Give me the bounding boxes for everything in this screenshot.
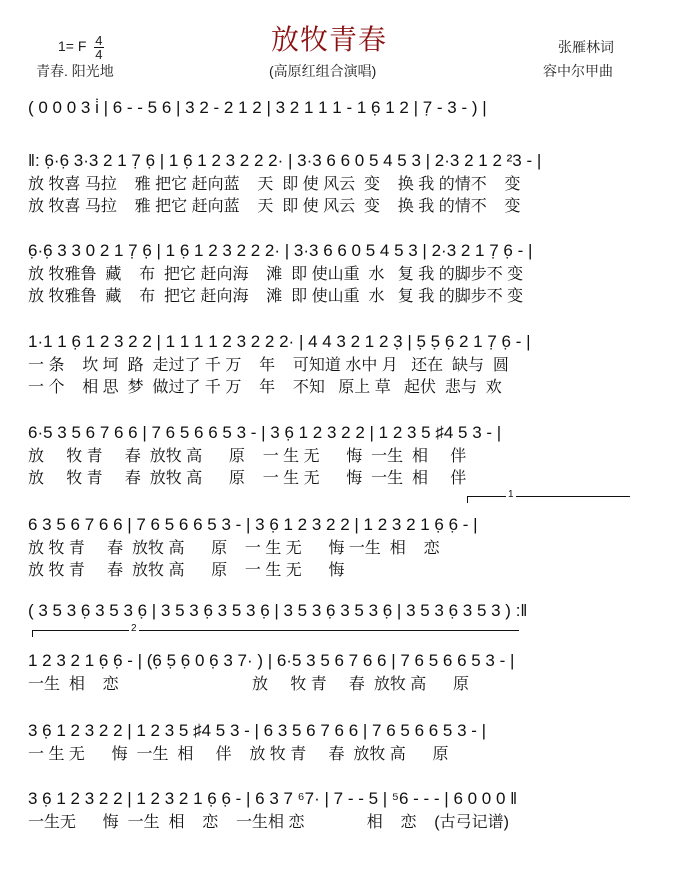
notation-row: ‖: 6̣·6̣ 3·3 2 1 7̣ 6̣ | 1 6̣ 1 2 3 2 2 2· | 3·3 6 6 0 5 4 5 3 | 2·3 2 1 2 ²3 - | (28, 151, 542, 170)
score-line-9 (28, 718, 658, 766)
time-bottom: 4 (95, 47, 103, 62)
notation-row: ( 0 0 0 3 i̇ | 6 - - 5 6 | 3 2 - 2 1 2 | 3 2 1 1 1 - 1 6̣ 1 2 | 7̣ - 3 - ) | (28, 98, 487, 117)
lyrics-verse-1: 一生无 悔 一生 相 恋 一生相 恋 相 恋 (古弓记谱) (28, 814, 509, 831)
time-signature (94, 34, 103, 61)
second-ending-bracket (32, 623, 519, 637)
score-line-2 (28, 148, 658, 218)
key-label: 1= F (58, 38, 87, 55)
notation-row: 1·1 1 6̣ 1 2 3 2 2 | 1 1 1 1 2 3 2 2 2· | 4 4 3 2 1 2 3̣ | 5̣ 5̣ 6̣ 2 1 7̣ 6̣ - | (28, 332, 531, 351)
performer-subtitle: (高原红组合演唱) (269, 63, 377, 79)
lyrics-verse-1: 放 牧雅鲁 藏 布 把它 赶向海 滩 即 使山重 水 复 我 的脚步不 变 (28, 266, 524, 283)
notation-row: 3 6̣ 1 2 3 2 2 | 1 2 3 2 1 6̣ 6̣ - | 6 3 7 ⁶7· | 7 - - 5 | ⁵6 - - - | 6 0 0 0 ‖ (28, 789, 518, 808)
lyrics-verse-2: 放 牧喜 马拉 雅 把它 赶向蓝 天 即 使 风云 变 换 我 的情不 变 (28, 198, 521, 215)
notation-row: 6̣·6̣ 3 3 0 2 1 7̣ 6̣ | 1 6̣ 1 2 3 2 2 2· | 3·3 6 6 0 5 4 5 3 | 2·3 2 1 7̣ 6̣ - | (28, 241, 533, 260)
score-line-7-interlude (28, 598, 658, 624)
key-signature (58, 34, 104, 61)
composer: 容中尔甲曲 (543, 63, 613, 79)
style-marking: 青春. 阳光地 (36, 63, 114, 79)
lyrics-verse-1: 一生 相 恋 放 牧 青 春 放牧 高 原 (28, 676, 469, 693)
volta-label: 1 (508, 489, 514, 500)
notation-row: 6·5 3 5 6 7 6 6 | 7 6 5 6 6 5 3 - | 3 6̣ 1 2 3 2 2 | 1 2 3 5 ♯4 5 3 - | (28, 423, 502, 442)
lyrics-verse-2: 一 个 相 思 梦 做过了 千 万 年 不知 原上 草 起伏 悲与 欢 (28, 379, 502, 396)
score-line-10-ending (28, 786, 658, 834)
lyrics-verse-2: 放 牧 青 春 放牧 高 原 一 生 无 悔 (28, 562, 345, 579)
time-top: 4 (95, 33, 103, 48)
lyrics-verse-1: 一 生 无 悔 一生 相 伴 放 牧 青 春 放牧 高 原 (28, 746, 449, 763)
score-line-4 (28, 329, 658, 399)
notation-row: ( 3 5 3 6̣ 3 5 3 6̣ | 3 5 3 6̣ 3 5 3 6̣ | 3 5 3 6̣ 3 5 3 6̣ | 3 5 3 6̣ 3 5 3 ) :‖ (28, 601, 528, 620)
volta-label: 2 (131, 623, 137, 634)
score-line-5 (28, 420, 658, 490)
lyrics-verse-1: 放 牧 青 春 放牧 高 原 一 生 无 悔 一生 相 恋 (28, 540, 440, 557)
lyrics-verse-1: 放 牧喜 马拉 雅 把它 赶向蓝 天 即 使 风云 变 换 我 的情不 变 (28, 176, 521, 193)
notation-row: 1 2 3 2 1 6̣ 6̣ - | (6̣ 5̣ 6̣ 0 6̣ 3 7· ) | 6·5 3 5 6 7 6 6 | 7 6 5 6 6 5 3 - | (28, 651, 515, 670)
page-title: 放牧青春 (271, 24, 388, 55)
lyrics-verse-2: 放 牧 青 春 放牧 高 原 一 生 无 悔 一生 相 伴 (28, 470, 467, 487)
lyricist: 张雁林词 (558, 39, 614, 55)
lyrics-verse-1: 一 条 坎 坷 路 走过了 千 万 年 可知道 水中 月 还在 缺与 圆 (28, 357, 509, 374)
lyrics-verse-2: 放 牧雅鲁 藏 布 把它 赶向海 滩 即 使山重 水 复 我 的脚步不 变 (28, 288, 524, 305)
notation-row: 3 6̣ 1 2 3 2 2 | 1 2 3 5 ♯4 5 3 - | 6 3 5 6 7 6 6 | 7 6 5 6 6 5 3 - | (28, 721, 487, 740)
score-line-8 (28, 648, 658, 696)
score-line-6 (28, 512, 658, 582)
score-line-3 (28, 238, 658, 308)
lyrics-verse-1: 放 牧 青 春 放牧 高 原 一 生 无 悔 一生 相 伴 (28, 448, 467, 465)
score-line-1-intro (28, 95, 658, 121)
notation-row: 6 3 5 6 7 6 6 | 7 6 5 6 6 5 3 - | 3 6̣ 1 2 3 2 2 | 1 2 3 2 1 6̣ 6̣ - | (28, 515, 478, 534)
first-ending-bracket (467, 489, 630, 503)
